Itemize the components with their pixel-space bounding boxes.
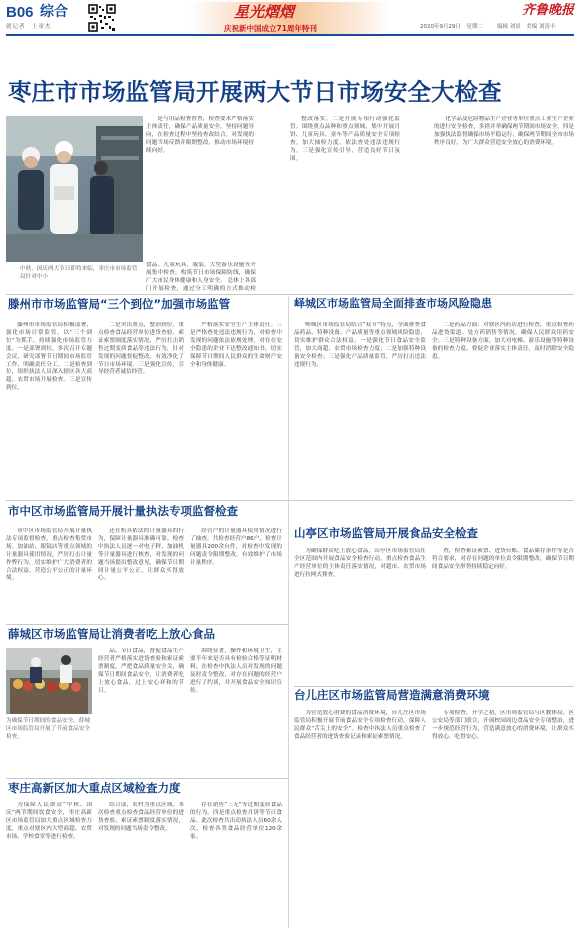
issue-date: 2020年9月29日 星期二: [420, 24, 483, 30]
newspaper-logo-icon: [510, 3, 574, 19]
tengzhou-paragraph: 严格落实安全生产主体责任。三是严格查处违法违规行为，对检查中发现的问题依法依规处理，对存在安全隐患的企业下达整改通知书，切实保障节日期间人民群众的生命财产安全和身体健康。: [190, 322, 282, 368]
yicheng-headline: 峄城区市场监管局全面排查市场风险隐患: [294, 297, 492, 310]
xuecheng-caption: 为确保节日期间的食品安全，薛城区市场监管局开展了节前食品安全检查。: [6, 718, 90, 740]
section-divider: [6, 624, 288, 625]
gaoxin-headline: 枣庄高新区加大重点区域检查力度: [8, 781, 181, 795]
shanting-paragraph: 查，检查索证索票、进货台账、食品储存条件等是否符合要求，对存在问题的单位责令限期整改，确保节日期间食品安全形势持续稳定向好。: [432, 548, 574, 570]
page-editors: 编辑 刘景 美编 刘涛丰: [497, 24, 556, 30]
gaoxin-column-2: [98, 802, 184, 928]
taierzhuang-column-1: [294, 710, 426, 926]
banner-title: 星光熠熠: [234, 3, 295, 21]
gaoxin-paragraph: 存在销售“三无”等过期变质食品的行为。四是重点检查月饼等节日食品。此次检查共出动执法人员60余人次，检查各类食品经营单位120余家。: [190, 802, 282, 840]
xuecheng-headline: 薛城区市场监管局让消费者吃上放心食品: [8, 627, 215, 641]
tengzhou-headline: 滕州市市场监管局“三个到位”加强市场监管: [8, 297, 231, 311]
lead-caption: 中秋、国庆两大节日即将来临，枣庄市市场监管局针对中小: [20, 266, 138, 280]
shizhong-column-1: [6, 528, 92, 620]
column-divider: [288, 296, 289, 928]
section-divider: [6, 778, 288, 779]
lead-column-3: [290, 116, 400, 296]
taierzhuang-column-2: [432, 710, 574, 926]
banner-subtitle: 庆祝新中国成立71周年特刊: [224, 24, 317, 33]
tengzhou-column-1: [6, 322, 92, 494]
shanting-column-1: [294, 548, 426, 684]
page-number: B06: [6, 4, 34, 21]
shanting-paragraph: 为确保群众吃上放心食品，山亭区市场监管局在全区范围内开展食品安全检查行动，重点检查食品生产经营单位的主体责任落实情况，对超市、农贸市场进行拉网式排查。: [294, 548, 426, 578]
tengzhou-paragraph: 滕州市市场监管局积极部署，强化市场日常监管，以“三个到位”为抓手，持续强化市场监管力度。一是部署到位，多次召开专题会议，研究部署节日期间市场监管工作，明确责任分工。二是检查到位，组织执法人员深入辖区各大商超、农贸市场开展检查。三是宣传到位。: [6, 322, 92, 392]
lead-photo: [6, 116, 143, 262]
anniversary-banner-icon: [190, 2, 390, 36]
shizhong-paragraph: 经营户的计量器具使用情况进行了抽查，共检查经营户86户，检查计量器具200余台件，对检查中发现的问题责令限期整改，有效维护了市场计量秩序。: [190, 528, 282, 566]
xuecheng-paragraph: 围绕显著，操作和环境卫生，主要半年来是否具有检验合格等证明材料。在检查中执法人员对发现的问题及时责令整改，对存在问题的经营户进行了约谈，并开展食品安全知识宣传。: [190, 648, 282, 694]
lead-paragraph: 化学品及危险物品生产企业等单位重点工业生产企业的进行安全检查，多措并举确保两节期间市场安全。四是加强执法监督确保市场平稳运行，确保两节期间全市市场秩序良好，为广大群众营造安全放心的消费环境。: [434, 116, 574, 146]
gaoxin-paragraph: 为保障人民群众“中秋、国庆”两节期间饮食安全，枣庄高新区市场监管局加大重点区域检查力度，重点对辖区内大型商超、农贸市场、学校食堂等进行检查。: [6, 802, 92, 840]
shizhong-headline: 市中区市场监管局开展计量执法专项监督检查: [8, 504, 238, 518]
yicheng-paragraph: 二是药品方面：对辖区内药店进行检查，重点检查药品进货渠道、处方药销售等情况，确保人民群众用药安全。三是特种设备方面，加大对电梯、游乐设施等特种设备的检查力度，督促企业落实主体责任，及时消除安全隐患。: [432, 322, 574, 360]
lead-paragraph: 是与用品检查督查，检查要求严格落实主体责任，确保产品质量安全，坚持问题导向，在检查过程中坚持查改结合，对发现的问题当场反馈并限期整改，推动市场环境持续向好。: [146, 116, 254, 154]
yicheng-paragraph: 峄城区市场监管局结合“双节”特点，全面排查食品药品、特种设备、产品质量等重点领域风险隐患，切实维护群众合法权益。一是强化节日食品安全监管，加大商超、农贸市场检查力度；二是加强特种设备安全检查；三是强化产品质量监管，严厉打击违法违规行为。: [294, 322, 426, 368]
tengzhou-paragraph: 二是突出重点，整治到位。重点检查食品经营单位进货查验、索证索票制度落实情况，严厉打击销售过期变质食品等违法行为，针对发现的问题督促整改，有效净化了节日市场环境。三是强化宣传，引导经营者诚信经营。: [98, 322, 184, 376]
shizhong-column-3: [190, 528, 282, 620]
tengzhou-column-3: [190, 322, 282, 494]
gaoxin-column-1: [6, 802, 92, 928]
lead-paragraph: 整改落实。二是开展专项行动强化监管。围绕重点品种和重点领域，集中开展月饼、儿童玩具、童车等产品质量安全专项检查，加大抽检力度，依法查处违法违规行为。三是强化宣传引导，营造良好节日氛围。: [290, 116, 400, 162]
market-photo-icon: [6, 648, 92, 714]
xuecheng-column-1: [98, 648, 184, 776]
shizhong-paragraph: 还在机具依法的计量器具的行为，保障计量器具准确可靠。检查中执法人员逐一对电子秤、加油机等计量器具进行核查，对发现的问题当场提出整改意见，确保节日期间计量公平公正，让群众买得放心。: [98, 528, 184, 582]
taierzhuang-paragraph: 专项检查，开学之初，区市场监管局与区教体局、区公安局等部门联合，开展校园周边食品安全专项整治，进一步规范经营行为，营造满意放心的消费环境，让群众买得放心、吃得安心。: [432, 710, 574, 740]
xuecheng-paragraph: 品、节日食品，督促食品生产经营者严格落实进货查验和索证索票制度，严把食品质量安全关，确保节日期间食品安全，让消费者吃上放心食品，过上安心祥和的节日。: [98, 648, 184, 694]
lead-headline: 枣庄市市场监管局开展两大节日市场安全大检查: [8, 78, 502, 106]
page-editor: 就记者 上童杰: [6, 24, 52, 30]
lead-column-2: [146, 116, 254, 262]
inspection-photo-icon: [6, 116, 143, 262]
lead-divider: [6, 294, 574, 295]
shanting-headline: 山亭区市场监管局开展食品安全检查: [294, 526, 478, 540]
lead-column-4: [434, 116, 574, 296]
tengzhou-column-2: [98, 322, 184, 494]
xuecheng-column-2: [190, 648, 282, 776]
logo-text: 齐鲁晚报: [521, 3, 574, 18]
taierzhuang-headline: 台儿庄区市场监管局营造满意消费环境: [294, 688, 490, 702]
yicheng-column-1: [294, 322, 426, 494]
shanting-column-2: [432, 548, 574, 684]
shizhong-paragraph: 市中区市场监管局开展计量执法专项监督检查，重点检查集贸市场、加油站、眼镜店等重点领域的计量器具使用情况，严厉打击计量作弊行为，切实维护广大消费者的合法权益，营造公平公正的计量环境。: [6, 528, 92, 582]
section-name: 综合: [40, 4, 68, 20]
section-divider: [6, 500, 574, 501]
yicheng-column-2: [432, 322, 574, 494]
masthead-divider: [6, 34, 574, 36]
qr-code-icon: [88, 4, 116, 32]
gaoxin-paragraph: 结合部，农村为重点区域。本次检查重点检查食品经营单位的进货查验、索证索票制度落实情况，对发现的问题当场责令整改。: [98, 802, 184, 832]
lead-column-1: 食品、儿童玩具、服装、大型游乐设施等开展集中检查。构筑节日市场保障防线，确保广大市民身体健康和人身安全。 总体上各部门开展检查，通过分工明确的方式推动检: [146, 262, 256, 292]
section-divider: [294, 686, 574, 687]
xuecheng-photo: [6, 648, 92, 714]
shizhong-column-2: [98, 528, 184, 620]
gaoxin-column-3: [190, 802, 282, 928]
taierzhuang-paragraph: 为营造放心消费的食品消费环境，台儿庄区市场监管局积极开展节前食品安全专项检查行动，保障人民群众“舌尖上的安全”。检查中执法人员重点检查了食品经营者的进货查验记录和索证索票情况。: [294, 710, 426, 740]
